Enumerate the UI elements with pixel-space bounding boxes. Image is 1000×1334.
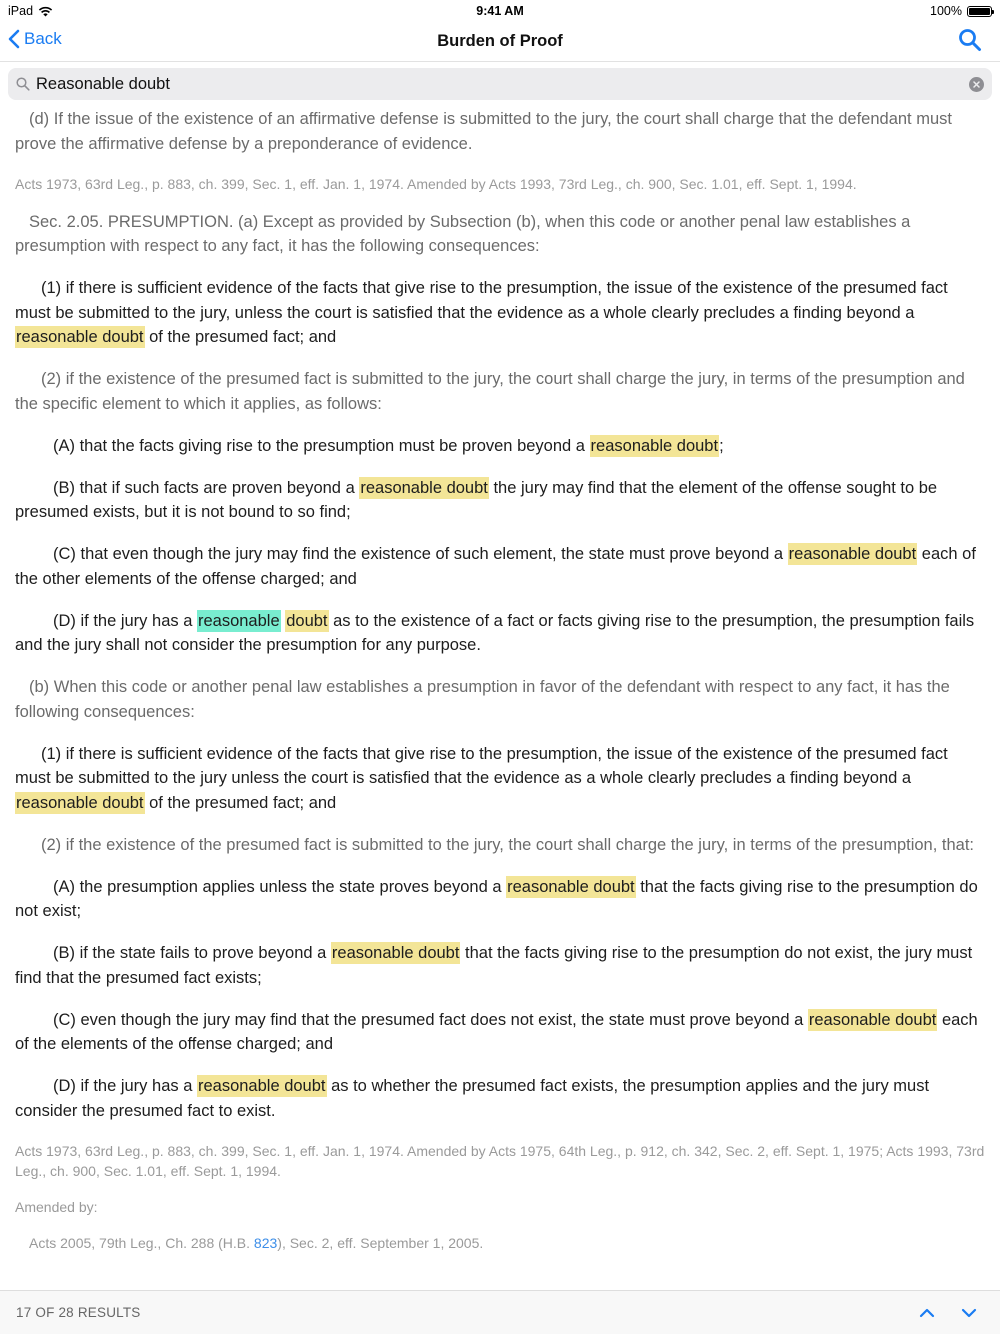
statute-paragraph (15, 367, 985, 416)
search-match-highlight: reasonable doubt (360, 478, 488, 497)
text-run: (D) if the jury has a (53, 611, 197, 630)
text-run: Acts 1973, 63rd Leg., p. 883, ch. 399, Sec. 1, eff. Jan. 1, 1974. Amended by Acts 1993, 73rd Leg., ch. 900, Sec. 1.01, eff. Sept. 1, 1994. (15, 175, 857, 192)
text-run: that the facts giving rise to the presumption do not exist; (15, 877, 978, 920)
text-run: (1) if there is sufficient evidence of the facts that give rise to the presumption, the issue of the existence of the presumed fact must be submitted to the jury, unless the court is satisfied that the evidence as a whole clearly precludes a finding beyond a (15, 279, 948, 322)
statute-paragraph (15, 107, 985, 156)
text-run: Acts 2005, 79th Leg., Ch. 288 (H.B. (29, 1234, 254, 1251)
results-bar (0, 1290, 1000, 1334)
close-icon (973, 81, 980, 88)
search-match-highlight: reasonable doubt (16, 793, 144, 812)
text-run: as to whether the presumed fact exists, the presumption applies and the jury must consider the presumed fact to exist. (15, 1077, 930, 1120)
chevron-up-icon (917, 1303, 937, 1323)
citation-note (15, 1233, 985, 1253)
statute-paragraph (15, 276, 985, 350)
text-run: Acts 1973, 63rd Leg., p. 883, ch. 399, Sec. 1, eff. Jan. 1, 1974. Amended by Acts 1975, 64th Leg., p. 912, ch. 342, Sec. 2, eff. Sept. 1, 1975; Acts 1993, 73rd Leg., ch. 900, Sec. 1.01, eff. Sept. 1, 1994. (15, 1142, 985, 1179)
navigation-bar (0, 22, 1000, 62)
search-match-highlight: reasonable doubt (808, 1010, 937, 1029)
citation-note (15, 174, 985, 194)
current-search-match: reasonable (197, 611, 280, 630)
search-match-highlight: reasonable doubt (507, 877, 635, 896)
chevron-down-icon (959, 1303, 979, 1323)
statute-paragraph (15, 1008, 985, 1057)
text-run: ; (719, 436, 724, 455)
search-match-highlight: reasonable doubt (331, 944, 460, 962)
battery-percent: 100% (930, 4, 962, 18)
text-run: each of the other elements of the offense charged; and (15, 545, 976, 588)
statute-paragraph (15, 434, 985, 459)
search-field (8, 68, 992, 100)
statute-paragraph (15, 675, 985, 724)
statute-paragraph (15, 1074, 985, 1123)
text-run: (A) the presumption applies unless the state proves beyond a (53, 877, 507, 896)
citation-note (15, 1197, 985, 1217)
text-run: each of the elements of the offense charged; and (15, 1010, 978, 1053)
statute-paragraph (15, 609, 985, 658)
search-button[interactable] (958, 28, 982, 57)
text-run: (C) even though the jury may find that the presumed fact does not exist, the state must prove beyond a (53, 1010, 808, 1029)
text-run: of the presumed fact; and (144, 328, 337, 346)
text-run: (b) When this code or another penal law establishes a presumption in favor of the defendant with respect to any fact, it has the following consequences: (15, 678, 950, 721)
magnifier-icon (16, 77, 30, 91)
text-run: of the presumed fact; and (144, 793, 337, 812)
back-label: Back (24, 29, 62, 48)
next-result-button[interactable] (959, 1303, 979, 1328)
citation-note (15, 1141, 985, 1181)
clear-search-button[interactable] (969, 77, 984, 92)
search-match-highlight: reasonable doubt (788, 545, 917, 563)
text-run: that the facts giving rise to the presumption do not exist, the jury must find that the presumed fact exists; (15, 944, 973, 987)
text-run: (2) if the existence of the presumed fact is submitted to the jury, the court shall charge the jury, in terms of the presumption and the specific element to which it applies, as follows: (15, 370, 965, 413)
results-count: 17 OF 28 RESULTS (16, 1305, 141, 1320)
text-run: (1) if there is sufficient evidence of the facts that give rise to the presumption, the issue of the existence of the presumed fact must be submitted to the jury unless the court is satisfied that the evidence as a whole clearly precludes a finding beyond a (15, 744, 948, 787)
statute-paragraph (15, 542, 985, 591)
text-run: Amended by: (15, 1198, 98, 1215)
device-name: iPad (8, 4, 34, 18)
text-run: ), Sec. 2, eff. September 1, 2005. (277, 1234, 484, 1251)
page-title: Burden of Proof (437, 32, 563, 50)
text-run: Sec. 2.05. PRESUMPTION. (a) Except as provided by Subsection (b), when this code or another penal law establishes a presumption with respect to any fact, it has the following consequences: (15, 212, 911, 255)
text-run: (D) if the jury has a (53, 1077, 197, 1095)
search-match-highlight: reasonable doubt (16, 328, 144, 346)
battery-icon (967, 6, 992, 17)
search-bar (0, 63, 1000, 107)
text-run: as to the existence of a fact or facts giving rise to the presumption, the presumption fails and the jury shall not consider the presumption for any purpose. (15, 611, 975, 654)
statute-paragraph (15, 833, 985, 858)
statute-text (15, 107, 985, 1290)
text-run: (A) that the facts giving rise to the presumption must be proven beyond a (53, 436, 590, 455)
bill-link[interactable]: 823 (253, 1234, 278, 1251)
statute-paragraph (15, 875, 985, 924)
previous-result-button[interactable] (917, 1303, 937, 1328)
text-run: (B) that if such facts are proven beyond a (53, 478, 360, 497)
search-match-highlight: doubt (286, 611, 328, 630)
statute-paragraph (15, 742, 985, 816)
statute-paragraph (15, 476, 985, 525)
statute-paragraph (15, 210, 985, 259)
status-time: 9:41 AM (476, 4, 524, 18)
text-run: (d) If the issue of the existence of an affirmative defense is submitted to the jury, the court shall charge that the defendant must prove the affirmative defense by a preponderance of evidence. (15, 110, 952, 153)
search-input[interactable] (36, 75, 969, 94)
search-match-highlight: reasonable doubt (590, 436, 719, 455)
status-bar (0, 0, 1000, 22)
search-icon (958, 28, 982, 52)
search-match-highlight: reasonable doubt (197, 1077, 326, 1095)
text-run: the jury may find that the element of the offense sought to be presumed exists, but it is not bound to so find; (15, 478, 938, 521)
text-run: (C) that even though the jury may find the existence of such element, the state must prove beyond a (53, 545, 788, 563)
status-right (930, 4, 992, 18)
text-run: (B) if the state fails to prove beyond a (53, 944, 331, 962)
statute-paragraph (15, 941, 985, 990)
text-run: (2) if the existence of the presumed fact is submitted to the jury, the court shall charge the jury, in terms of the presumption, that: (41, 835, 975, 854)
